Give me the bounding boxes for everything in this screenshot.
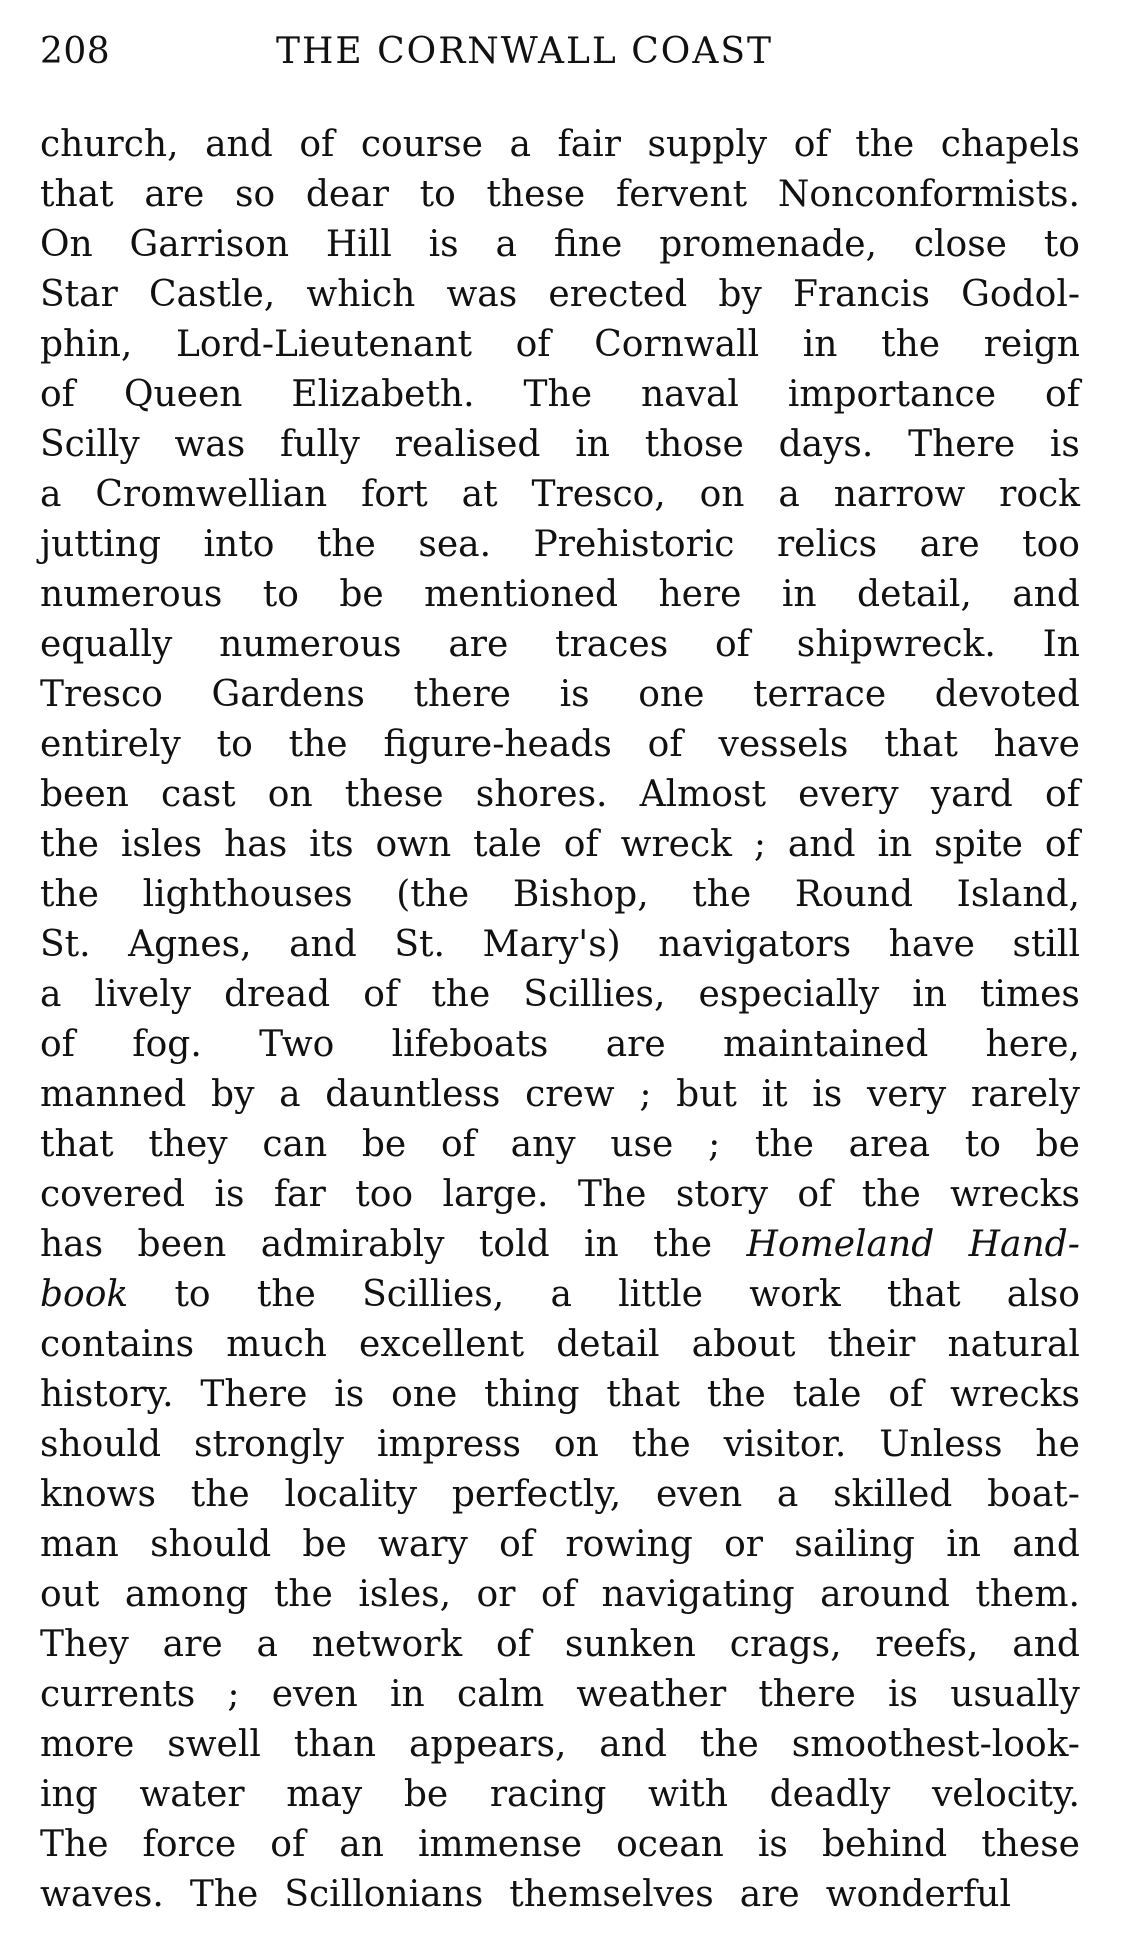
text-line: that are so dear to these fervent Nonconformists. (40, 174, 1080, 215)
text-line: church, and of course a fair supply of the chapels (40, 124, 1080, 165)
text-line: phin, Lord-Lieutenant of Cornwall in the reign (40, 324, 1080, 365)
text-line: a lively dread of the Scillies, especially in times (40, 974, 1080, 1015)
text-line: currents ; even in calm weather there is usually (40, 1674, 1080, 1715)
text-line: book to the Scillies, a little work that also (40, 1274, 1080, 1315)
text-line: equally numerous are traces of shipwreck. In (40, 624, 1080, 665)
text-line: The force of an immense ocean is behind these (40, 1824, 1080, 1865)
text-line: history. There is one thing that the tale of wrecks (40, 1374, 1080, 1415)
text-line: Scilly was fully realised in those days. There is (40, 424, 1080, 465)
text-line: ing water may be racing with deadly velocity. (40, 1774, 1080, 1815)
text-line: Star Castle, which was erected by Francis Godol- (40, 274, 1080, 315)
text-line: of Queen Elizabeth. The naval importance of (40, 374, 1080, 415)
text-line: has been admirably told in the Homeland Hand- (40, 1224, 1080, 1265)
text-line: knows the locality perfectly, even a skilled boat- (40, 1474, 1080, 1515)
page-header (40, 22, 1080, 82)
text-line: On Garrison Hill is a fine promenade, close to (40, 224, 1080, 265)
text-line: the lighthouses (the Bishop, the Round Island, (40, 874, 1080, 915)
text-line: St. Agnes, and St. Mary's) navigators have still (40, 924, 1080, 965)
text-line: the isles has its own tale of wreck ; and in spite of (40, 824, 1080, 865)
text-line: man should be wary of rowing or sailing in and (40, 1524, 1080, 1565)
text-line: jutting into the sea. Prehistoric relics are too (40, 524, 1080, 565)
text-line: a Cromwellian fort at Tresco, on a narrow rock (40, 474, 1080, 515)
text-line: entirely to the figure-heads of vessels that have (40, 724, 1080, 765)
text-line: more swell than appears, and the smoothest-look- (40, 1724, 1080, 1765)
text-line: should strongly impress on the visitor. Unless he (40, 1424, 1080, 1465)
page-number: 208 (40, 31, 111, 72)
text-line: They are a network of sunken crags, reefs, and (40, 1624, 1080, 1665)
text-line: covered is far too large. The story of the wrecks (40, 1174, 1080, 1215)
text-line: of fog. Two lifeboats are maintained here, (40, 1024, 1080, 1065)
text-line: contains much excellent detail about their natural (40, 1324, 1080, 1365)
text-line: Tresco Gardens there is one terrace devoted (40, 674, 1080, 715)
text-line: that they can be of any use ; the area to be (40, 1124, 1080, 1165)
text-line: out among the isles, or of navigating around them. (40, 1574, 1080, 1615)
running-head: THE CORNWALL COAST (276, 31, 773, 72)
text-line: waves. The Scillonians themselves are wonderful (40, 1874, 1011, 1915)
text-line: numerous to be mentioned here in detail, and (40, 574, 1080, 615)
text-line: manned by a dauntless crew ; but it is very rarely (40, 1074, 1080, 1115)
body-text (40, 120, 1080, 1920)
text-line: been cast on these shores. Almost every yard of (40, 774, 1080, 815)
